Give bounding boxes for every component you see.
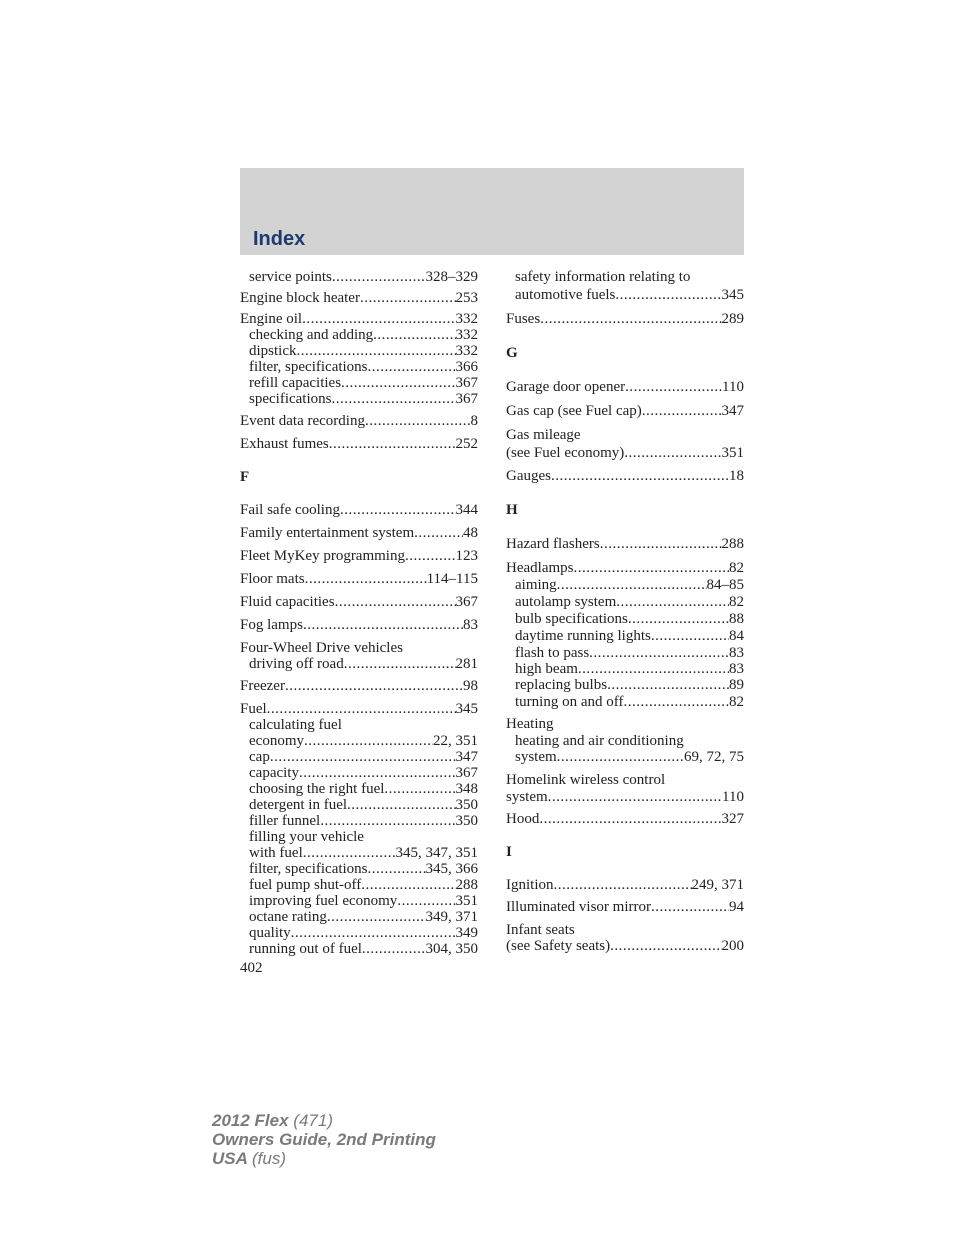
index-subentry: turning on and off ..... 82 — [506, 694, 744, 710]
index-entry: Fuses ..... 289 — [506, 311, 744, 327]
index-entry: Gas mileage — [506, 427, 581, 443]
index-subentry: aiming ..... 84–85 — [506, 577, 744, 593]
index-subentry: filter, specifications ..... 366 — [240, 359, 478, 375]
index-subentry: detergent in fuel ..... 350 — [240, 797, 478, 813]
section-letter: I — [506, 844, 512, 860]
index-subentry: quality ..... 349 — [240, 925, 478, 941]
index-entry: (see Safety seats) ..... 200 — [506, 938, 744, 954]
index-subentry: checking and adding ..... 332 — [240, 327, 478, 343]
index-entry: Fleet MyKey programming ..... 123 — [240, 548, 478, 564]
index-subentry: choosing the right fuel ..... 348 — [240, 781, 478, 797]
index-entry: Headlamps ..... 82 — [506, 560, 744, 576]
index-entry: Heating — [506, 716, 554, 732]
index-subentry: driving off road ..... 281 — [240, 656, 478, 672]
section-letter: G — [506, 345, 518, 361]
index-entry: Fluid capacities ..... 367 — [240, 594, 478, 610]
footer-line-3: USA (fus) — [212, 1149, 286, 1168]
index-subentry: heating and air conditioning — [515, 733, 684, 749]
index-entry: Fuel ..... 345 — [240, 701, 478, 717]
index-entry: Garage door opener ..... 110 — [506, 379, 744, 395]
index-subentry: autolamp system ..... 82 — [506, 594, 744, 610]
index-entry: Engine oil ..... 332 — [240, 311, 478, 327]
footer-line-1: 2012 Flex (471) — [212, 1111, 333, 1130]
index-subentry: safety information relating to — [515, 269, 691, 285]
index-entry: Infant seats — [506, 922, 575, 938]
index-subentry: specifications ..... 367 — [240, 391, 478, 407]
index-entry: Ignition ..... 249, 371 — [506, 877, 744, 893]
index-column-left — [240, 267, 478, 957]
index-subentry: fuel pump shut-off ..... 288 — [240, 877, 478, 893]
index-subentry: calculating fuel — [249, 717, 342, 733]
header-band — [240, 168, 744, 255]
index-subentry: replacing bulbs ..... 89 — [506, 677, 744, 693]
index-entry: service points ..... 328–329 — [240, 269, 478, 285]
page-number: 402 — [240, 960, 263, 976]
index-entry: Homelink wireless control — [506, 772, 666, 788]
index-entry: Four-Wheel Drive vehicles — [240, 640, 403, 656]
index-entry: Gas cap (see Fuel cap) ..... 347 — [506, 403, 744, 419]
index-subentry: filter, specifications ..... 345, 366 — [240, 861, 478, 877]
footer-line-2: Owners Guide, 2nd Printing — [212, 1130, 436, 1149]
index-subentry: refill capacities ..... 367 — [240, 375, 478, 391]
index-column-right — [506, 267, 744, 954]
section-letter: F — [240, 469, 250, 485]
index-entry: Gauges ..... 18 — [506, 468, 744, 484]
index-subentry: economy ..... 22, 351 — [240, 733, 478, 749]
index-subentry: improving fuel economy ..... 351 — [240, 893, 478, 909]
index-entry: Engine block heater ..... 253 — [240, 290, 478, 306]
index-entry: Event data recording ..... 8 — [240, 413, 478, 429]
index-subentry: running out of fuel ..... 304, 350 — [240, 941, 478, 957]
page-title: Index — [253, 228, 306, 250]
index-subentry: octane rating ..... 349, 371 — [240, 909, 478, 925]
index-entry: Fog lamps ..... 83 — [240, 617, 478, 633]
index-subentry: filling your vehicle — [249, 829, 364, 845]
index-entry: Illuminated visor mirror ..... 94 — [506, 899, 744, 915]
section-letter: H — [506, 502, 518, 518]
index-entry: Family entertainment system ..... 48 — [240, 525, 478, 541]
index-subentry: bulb specifications ..... 88 — [506, 611, 744, 627]
index-subentry: cap ..... 347 — [240, 749, 478, 765]
index-entry: Hazard flashers ..... 288 — [506, 536, 744, 552]
index-entry: Exhaust fumes ..... 252 — [240, 436, 478, 452]
index-subentry: automotive fuels ..... 345 — [506, 287, 744, 303]
footer-print-info — [212, 1111, 436, 1168]
index-subentry: high beam ..... 83 — [506, 661, 744, 677]
index-subentry: capacity ..... 367 — [240, 765, 478, 781]
index-subentry: filler funnel ..... 350 — [240, 813, 478, 829]
index-subentry: dipstick ..... 332 — [240, 343, 478, 359]
index-entry: Floor mats ..... 114–115 — [240, 571, 478, 587]
index-entry: (see Fuel economy) ..... 351 — [506, 445, 744, 461]
index-entry: Freezer ..... 98 — [240, 678, 478, 694]
index-entry: system ..... 110 — [506, 789, 744, 805]
index-subentry: daytime running lights ..... 84 — [506, 628, 744, 644]
index-subentry: flash to pass ..... 83 — [506, 645, 744, 661]
index-subentry: with fuel ..... 345, 347, 351 — [240, 845, 478, 861]
index-entry: Hood ..... 327 — [506, 811, 744, 827]
index-subentry: system ..... 69, 72, 75 — [506, 749, 744, 765]
index-entry: Fail safe cooling ..... 344 — [240, 502, 478, 518]
